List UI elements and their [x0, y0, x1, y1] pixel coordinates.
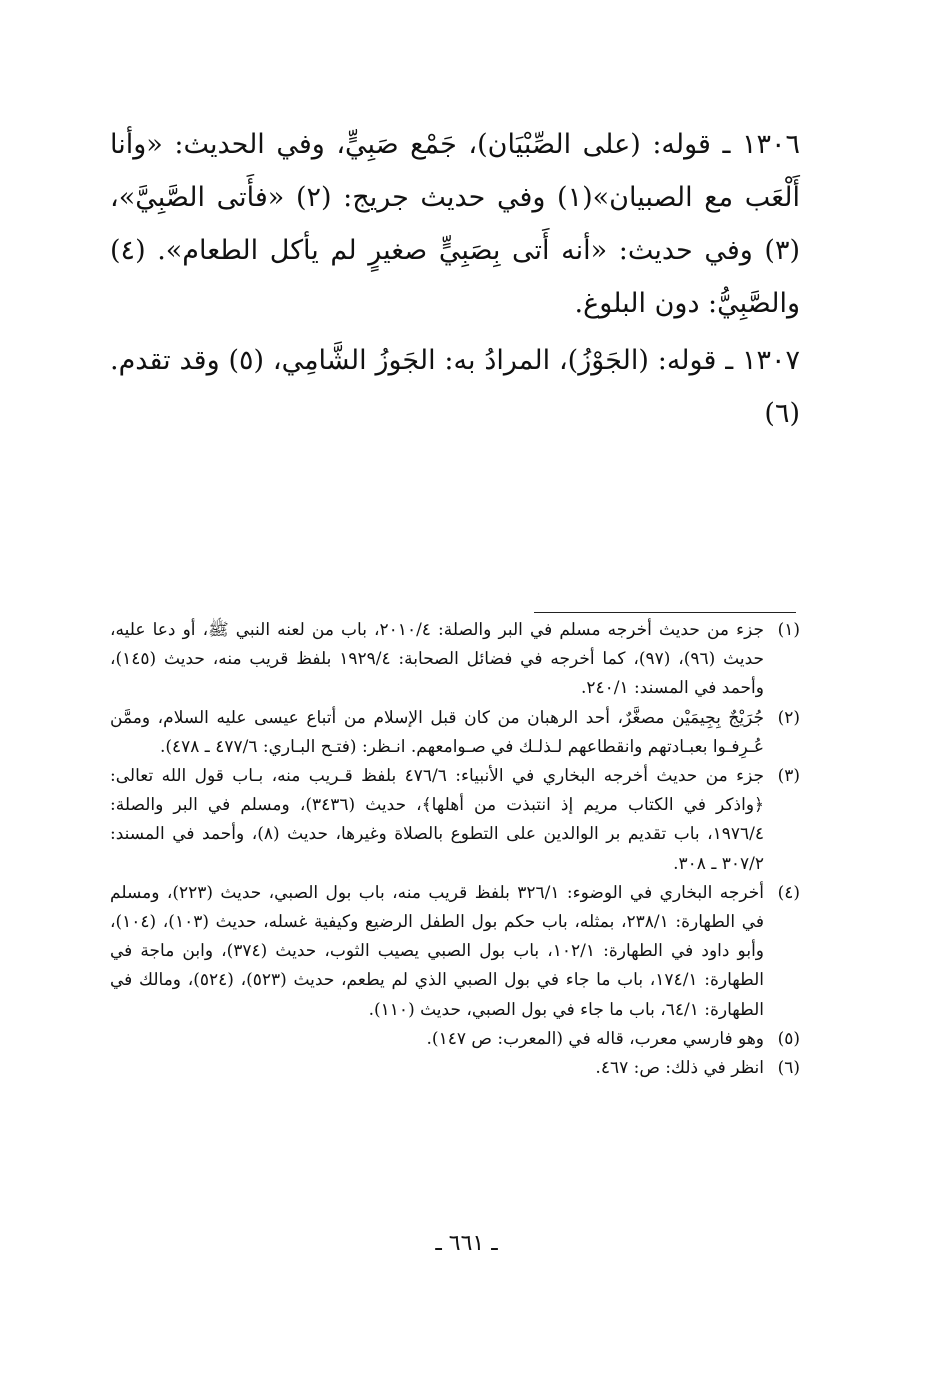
footnote-4 [110, 879, 800, 1025]
footnote-2 [110, 704, 800, 762]
footnote-text: جزء من حديث أخرجه البخاري في الأنبياء: ٤٧٦/٦ بلفظ قـريب منه، بـاب قول الله تعالى: ﴿واذكر في الكتاب مريم إذ انتبذت من أهلها﴾، حديث (٣٤٣٦)، ومسلم في البر والصلة: ١٩٧٦/٤، باب تقديم بر الوالدين على التطوع بالصلاة وغيرها، حديث (٨)، وأحمد في المسند: ٣٠٧/٢ ـ ٣٠٨. [110, 766, 764, 874]
footnote-5 [110, 1025, 800, 1054]
footnote-text: انظر في ذلك: ص: ٤٦٧. [595, 1058, 764, 1079]
page-number: ـ ٦٦١ ـ [435, 1231, 498, 1256]
footnote-number: (٥) [777, 1028, 800, 1049]
footnotes [110, 616, 800, 1083]
footnote-separator [534, 612, 796, 613]
footnote-3 [110, 762, 800, 879]
paragraph-1306: ١٣٠٦ ـ قوله: (على الصِّبْيَان)، جَمْع صَبِيٍّ، وفي الحديث: «وأنا أَلْعَب مع الصبيان»(١) وفي حديث جريج: (٢) «فأَتى الصَّبِيَّ»، (٣) وفي حديث: «أنه أَتى بِصَبِيٍّ صغيرٍ لم يأكل الطعام». (٤) والصَّبِيُّ: دون البلوغ. [110, 129, 800, 319]
footnote-1 [110, 616, 800, 704]
footnote-number: (١) [777, 620, 800, 640]
paragraph-1307: ١٣٠٧ ـ قوله: (الجَوْزُ)، المرادُ به: الجَوزُ الشَّامِي، (٥) وقد تقدم. (٦) [110, 345, 800, 429]
footnote-text: جزء من حديث أخرجه مسلم في البر والصلة: ٢٠١٠/٤، باب من لعنه النبي ﷺ، أو دعا عليه، حديث (٩٦)، (٩٧)، كما أخرجه في فضائل الصحابة: ١٩٢٩/٤ بلفظ قريب منه، حديث (١٤٥)، وأحمد في المسند: ٢٤٠/١. [110, 620, 765, 699]
footnote-number: (٤) [777, 882, 800, 903]
main-text [110, 118, 800, 440]
footnote-6 [110, 1054, 800, 1083]
footnote-number: (٦) [777, 1058, 800, 1079]
footnote-number: (٣) [777, 766, 800, 787]
footnote-text: أخرجه البخاري في الوضوء: ٣٢٦/١ بلفظ قريب منه، باب بول الصبي، حديث (٢٢٣)، ومسلم في الطهارة: ٢٣٨/١، بمثله، باب حكم بول الطفل الرضيع وكيفية غسله، حديث (١٠٣)، (١٠٤)، وأبو داود في الطهارة: ١٠٢/١، باب بول الصبي يصيب الثوب، حديث (٣٧٤)، وابن ماجة في الطهارة: ١٧٤/١، باب ما جاء في بول الصبي الذي لم يطعم، حديث (٥٢٣)، (٥٢٤)، ومالك في الطهارة: ٦٤/١، باب ما جاء في بول الصبي، حديث (١١٠). [110, 882, 765, 1020]
footnote-text: وهو فارسي معرب، قاله في (المعرب: ص ١٤٧). [426, 1028, 764, 1049]
footnote-number: (٢) [777, 707, 800, 728]
footnote-text: جُرَيْجٌ بِجِيمَيْن مصغَّرٌ، أحد الرهبان من كان قبل الإسلام من أتباع عيسى عليه السلام، وممَّن عُـرِفـوا بعبـادتهم وانقطاعهم لـذلـك في صـوامعهم. انـظر: (فتـح البـاري: ٤٧٧/٦ ـ ٤٧٨). [110, 707, 764, 757]
